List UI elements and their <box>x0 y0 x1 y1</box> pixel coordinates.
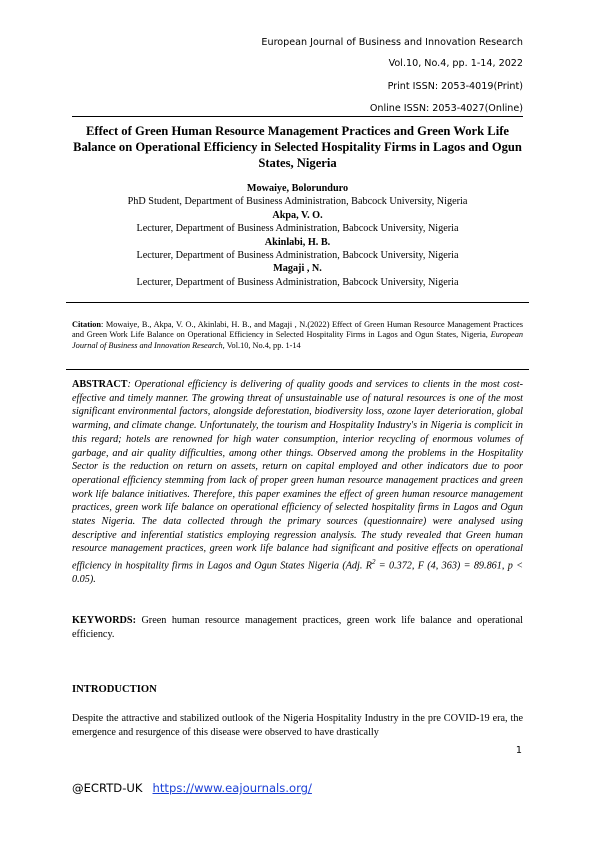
citation-label: Citation <box>72 320 102 329</box>
page-number: 1 <box>515 745 522 756</box>
citation-journal: European Journal of Business and Innovation Research <box>72 330 523 350</box>
citation-top-divider <box>66 302 529 303</box>
footer <box>72 781 312 795</box>
abstract-superscript: 2 <box>371 558 376 567</box>
author-name: Mowaiye, Bolorunduro <box>246 183 349 194</box>
footer-url-link[interactable]: https://www.eajournals.org/ <box>152 781 312 795</box>
header-divider <box>72 116 523 117</box>
author-name: Magaji , N. <box>273 263 322 275</box>
citation-text: : Mowaiye, B., Akpa, V. O., Akinlabi, H. B., and Magaji , N.(2022) Effect of Green Human Resource Management Practices and Green Work Life Balance on Operational Efficiency in Selected Hospitality Firms in Lagos and Ogun States, Nigeria, <box>72 320 523 340</box>
journal-name: European Journal of Business and Innovation Research <box>261 37 523 48</box>
abstract-text: : Operational efficiency is delivering of quality goods and services to clients in the most cost-effective and timely manner. The growing threat of unsustainable use of natural resources is one of the most significant environmental factors, alongside deforestation, biodiversity loss, ozone layer deterioration, global warming, and climate change. Unfortunately, the tourism and Hospitality Industry's in Nigeria is complicit in this regard; hotels are renowned for high water consumption, interior recycling of enormous volumes of garbage, and air quality difficulties, among other things. Observed among the problems in the Hospitality Sector is the reduction on return on assets, return on capital employed and other indicators due to poor operational efficiency stemming from lack of proper green human resource management practices and green work life balance initiatives. Therefore, this paper examines the effect of green human resource management practices, green work life balance on operational efficiency of selected hospitality firms in Lagos and Ogun states Nigeria. The data collected through the primary sources (questionnaire) were analysed using descriptive and inferential statistics employing regression analysis. The study revealed that Green human resource management practices, green work life balance had significant and positive effects on operational efficiency in hospitality firms in Lagos and Ogun States Nigeria (Adj. R <box>72 379 523 572</box>
author-affiliation: Lecturer, Department of Business Administration, Babcock University, Nigeria <box>136 276 459 288</box>
author-affiliation: Lecturer, Department of Business Administration, Babcock University, Nigeria <box>136 223 459 235</box>
abstract-block <box>72 378 523 587</box>
author-name: Akpa, V. O. <box>272 209 323 221</box>
citation-tail: , Vol.10, No.4, pp. 1-14 <box>222 340 301 350</box>
volume-info: Vol.10, No.4, pp. 1-14, 2022 <box>388 58 523 69</box>
author-list <box>72 182 523 289</box>
intro-heading: INTRODUCTION <box>72 684 157 695</box>
keywords-block <box>72 614 523 641</box>
online-issn: Online ISSN: 2053-4027(Online) <box>369 103 523 114</box>
citation-block <box>72 320 523 351</box>
abstract-label: ABSTRACT <box>72 379 128 390</box>
author-name: Akinlabi, H. B. <box>264 236 331 248</box>
keywords-text: Green human resource management practices, green work life balance and operational efficiency. <box>72 615 523 640</box>
abstract-end: = 0.372, F (4, 363) = 89.861, p < 0.05). <box>72 560 524 586</box>
print-issn: Print ISSN: 2053-4019(Print) <box>387 81 523 92</box>
author-affiliation: PhD Student, Department of Business Administration, Babcock University, Nigeria <box>127 196 468 208</box>
footer-handle: @ECRTD-UK <box>72 781 143 795</box>
keywords-label: KEYWORDS: <box>72 615 136 626</box>
paper-title: Effect of Green Human Resource Management Practices and Green Work Life Balance on Operational Efficiency in Selected Hospitality Firms in Lagos and Ogun States, Nigeria <box>73 124 522 170</box>
author-affiliation: Lecturer, Department of Business Administration, Babcock University, Nigeria <box>136 250 459 262</box>
citation-bottom-divider <box>66 369 529 370</box>
intro-paragraph: Despite the attractive and stabilized outlook of the Nigeria Hospitality Industry in the pre COVID-19 era, the emergence and resurgence of this disease were observed to have drastically <box>72 713 523 738</box>
